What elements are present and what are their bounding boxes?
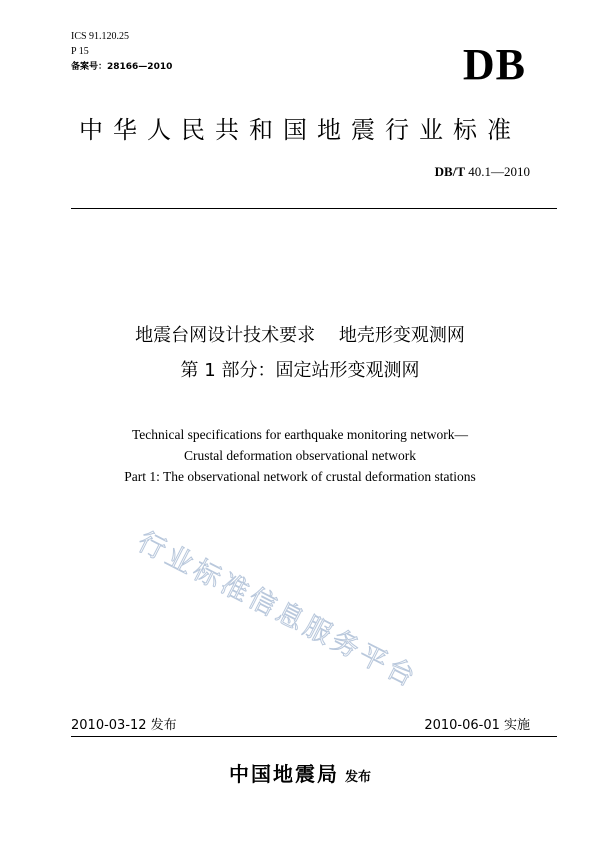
publisher <box>0 758 600 787</box>
publisher-org: 中国地震局 <box>228 762 339 786</box>
standard-number-code: DB/T <box>434 164 465 179</box>
category-code: P 15 <box>71 46 89 57</box>
issue-date: 2010-03-12 发布 <box>71 718 177 733</box>
footer-divider <box>71 736 557 737</box>
record-number: 备案号：28166—2010 <box>71 62 173 72</box>
publisher-suffix: 发布 <box>344 770 371 785</box>
db-logo: DB <box>462 40 526 89</box>
title-zh-line1: 地震台网设计技术要求 地壳形变观测网 <box>135 325 465 346</box>
watermark: 行业标准信息服务平台 <box>132 526 424 695</box>
title-en-line3: Part 1: The observational network of crustal deformation stations <box>124 469 476 484</box>
implement-date: 2010-06-01 实施 <box>424 718 530 733</box>
ics-code: ICS 91.120.25 <box>71 31 130 42</box>
header-divider <box>71 208 557 209</box>
title-en-line2: Crustal deformation observational network <box>183 448 417 463</box>
standard-number <box>435 164 530 180</box>
title-en-line1: Technical specifications for earthquake monitoring network— <box>131 427 469 442</box>
title-zh-line2: 第 1 部分：固定站形变观测网 <box>180 360 420 381</box>
standard-number-rest: 40.1—2010 <box>465 164 530 179</box>
standard-type-title: 中华人民共和国地震行业标准 <box>79 116 521 144</box>
